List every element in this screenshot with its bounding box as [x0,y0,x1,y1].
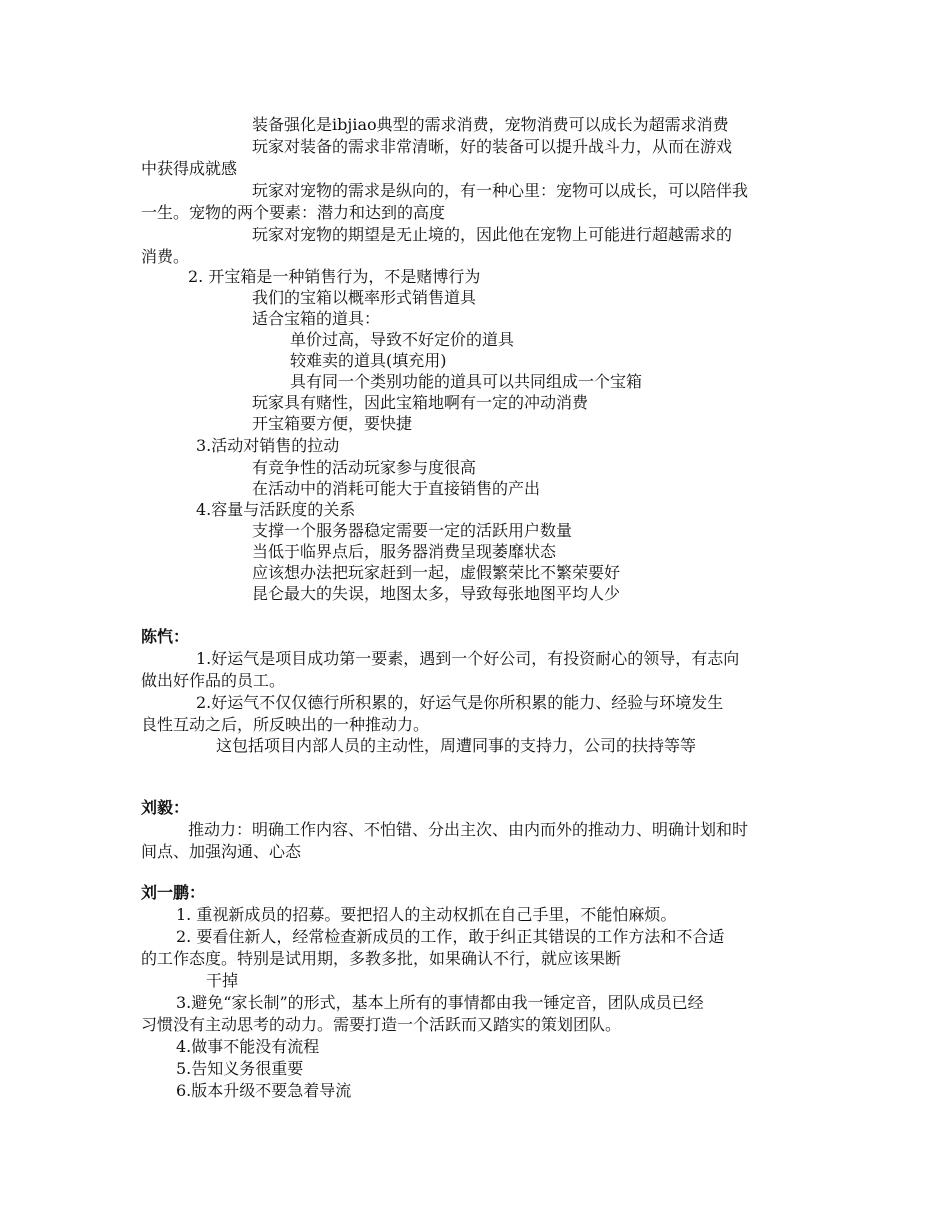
paragraph-line: 做出好作品的员工。 [141,671,286,690]
list-item: 开宝箱要方便，要快捷 [252,414,413,433]
list-item-continued: 习惯没有主动思考的动力。需要打造一个活跃而又踏实的策划团队。 [141,1015,622,1034]
list-item: 4.做事不能没有流程 [176,1037,320,1056]
list-item: 我们的宝箱以概率形式销售道具 [252,288,477,307]
list-item-heading: 2. 开宝箱是一种销售行为，不是赌博行为 [188,267,481,286]
list-item: 3.避免“家长制”的形式，基本上所有的事情都由我一锤定音，团队成员已经 [176,993,704,1012]
section-heading-chen: 陈忾： [141,627,190,646]
paragraph-line: 推动力：明确工作内容、不怕错、分出主次、由内而外的推动力、明确计划和时 [188,820,749,839]
list-item: 应该想办法把玩家赶到一起，虚假繁荣比不繁荣要好 [252,563,621,582]
list-item: 昆仑最大的失误，地图太多，导致每张地图平均人少 [252,584,621,603]
list-item: 6.版本升级不要急着导流 [176,1081,352,1100]
paragraph-line: 玩家对装备的需求非常清晰，好的装备可以提升战斗力，从而在游戏 [252,137,733,156]
list-item: 2. 要看住新人，经常检查新成员的工作，敢于纠正其错误的工作方法和不合适 [176,927,725,946]
paragraph-line: 这包括项目内部人员的主动性，周遭同事的支持力，公司的扶持等等 [216,736,697,755]
list-item: 1. 重视新成员的招募。要把招人的主动权抓在自己手里，不能怕麻烦。 [176,905,677,924]
paragraph-line: 一生。宠物的两个要素：潜力和达到的高度 [141,203,446,222]
paragraph-line: 2.好运气不仅仅德行所积累的，好运气是你所积累的能力、经验与环境发生 [196,693,724,712]
list-item: 玩家具有赌性，因此宝箱地啊有一定的冲动消费 [252,393,589,412]
list-item-heading: 3.活动对销售的拉动 [196,436,340,455]
paragraph-line: 良性互动之后，所反映出的一种推动力。 [141,715,430,734]
section-heading-liuyipeng: 刘一鹏： [141,883,206,902]
paragraph-line: 玩家对宠物的需求是纵向的，有一种心里：宠物可以成长，可以陪伴我 [252,181,749,200]
list-subitem: 单价过高，导致不好定价的道具 [290,330,515,349]
paragraph-line: 中获得成就感 [141,159,238,178]
list-item: 适合宝箱的道具： [252,309,381,328]
list-subitem: 较难卖的道具(填充用) [290,351,447,370]
list-item: 有竞争性的活动玩家参与度很高 [252,458,477,477]
list-item-continued: 干掉 [206,971,239,990]
section-heading-liuyi: 刘毅： [141,798,190,817]
list-item: 当低于临界点后，服务器消费呈现萎靡状态 [252,542,557,561]
list-item-continued: 的工作态度。特别是试用期，多教多批，如果确认不行，就应该果断 [141,949,622,968]
list-item-heading: 4.容量与活跃度的关系 [196,500,356,519]
paragraph-line: 1.好运气是项目成功第一要素，遇到一个好公司，有投资耐心的领导，有志向 [196,649,740,668]
paragraph-line: 装备强化是ibjiao典型的需求消费，宠物消费可以成长为超需求消费 [252,115,729,134]
list-item: 支撑一个服务器稳定需要一定的活跃用户数量 [252,521,573,540]
list-item: 5.告知义务很重要 [176,1059,304,1078]
paragraph-line: 玩家对宠物的期望是无止境的，因此他在宠物上可能进行超越需求的 [252,225,733,244]
list-subitem: 具有同一个类别功能的道具可以共同组成一个宝箱 [290,372,643,391]
paragraph-line: 间点、加强沟通、心态 [141,842,302,861]
paragraph-line: 消费。 [141,247,190,266]
list-item: 在活动中的消耗可能大于直接销售的产出 [252,479,541,498]
